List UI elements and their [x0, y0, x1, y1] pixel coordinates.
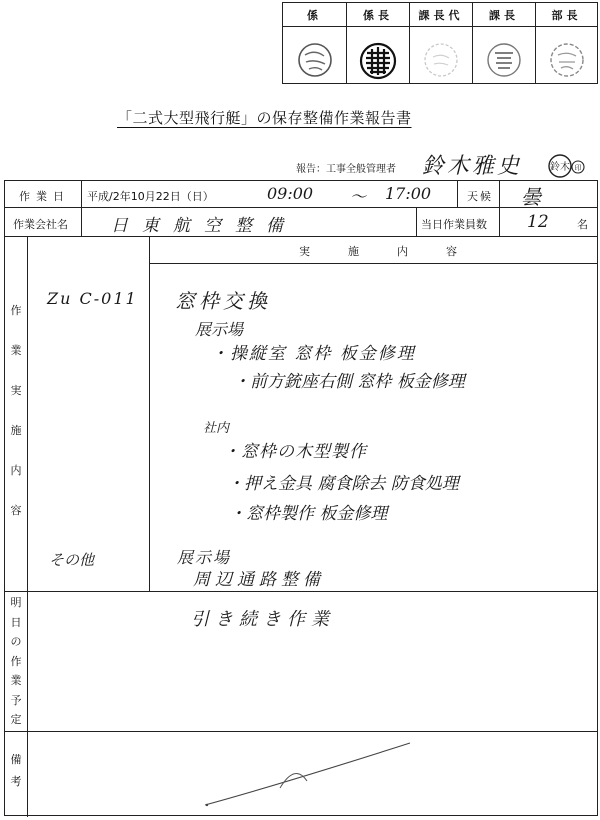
content-line: 社内: [203, 421, 230, 436]
content-line: 展示場: [195, 320, 244, 339]
remarks-strike-line: [195, 733, 425, 813]
remarks-side-label: [6, 749, 26, 793]
svg-text:印: 印: [574, 164, 582, 172]
content-line: ・窓枠の木型製作: [223, 442, 367, 462]
approval-label-kacho: 課長: [473, 3, 535, 27]
side-char: 実: [10, 384, 22, 397]
content-line: 窓枠交換: [175, 289, 271, 313]
svg-text:鈴木: 鈴木: [550, 162, 570, 173]
workers-value: 12: [527, 212, 549, 232]
approval-seal-bucho: [548, 41, 586, 83]
document-title: 「二式大型飛行艇」の保存整備作業報告書: [117, 109, 412, 127]
side-char: 定: [10, 713, 22, 726]
time-end: 17:00: [385, 184, 432, 203]
side-char: の: [10, 635, 22, 648]
side-char: 備: [10, 753, 22, 766]
side-char: 予: [10, 693, 22, 707]
side-char: 内: [10, 464, 22, 477]
content-line: ・操縦室 窓枠 板金修理: [211, 344, 416, 364]
tomorrow-plan-value: 引き続き作業: [191, 609, 335, 630]
content-line: ・前方銃座右側 窓枠 板金修理: [233, 372, 465, 392]
approval-label-kakari: 係: [283, 3, 346, 27]
approval-column-kakaricho: [346, 3, 409, 83]
approval-label-kachodai: 課長代: [410, 3, 472, 27]
content-line: ・窓枠製作 板金修理: [229, 504, 388, 524]
side-char: 明: [10, 596, 22, 609]
company-value: 日東航空整備: [111, 216, 297, 236]
side-char: 施: [10, 424, 22, 437]
item-code: Zu C-011: [47, 289, 138, 308]
company-label: 作業会社名: [13, 218, 68, 231]
reporter-signature: 鈴木雅史: [422, 154, 523, 179]
side-char: 作: [10, 654, 22, 668]
side-char: 作: [10, 304, 22, 317]
approval-label-bucho: 部長: [536, 3, 597, 27]
workers-unit: 名: [577, 218, 588, 231]
approval-column-kakari: [283, 3, 346, 83]
side-char: 業: [10, 344, 22, 357]
approval-seal-kachodai: [422, 41, 460, 83]
approval-stamp-table: [282, 2, 598, 84]
content-header: 実施内容: [299, 245, 495, 258]
time-separator: 〜: [350, 187, 367, 206]
weather-value: 曇: [521, 185, 541, 209]
work-date-label: 作業日: [19, 190, 70, 203]
report-form: [4, 180, 598, 816]
approval-seal-kacho: [485, 41, 523, 83]
approval-column-bucho: [535, 3, 597, 83]
time-start: 09:00: [267, 184, 314, 203]
approval-seal-kakaricho: [358, 41, 398, 85]
work-date-value: 平成/2年10月22日（日）: [87, 190, 214, 203]
tomorrow-side-label: [6, 593, 26, 730]
side-char: 容: [10, 504, 22, 517]
side-char: 考: [10, 775, 22, 788]
other-line: 周辺通路整備: [193, 570, 325, 590]
weather-label: 天候: [467, 190, 493, 203]
reporter-label: 報告：工事全般管理者: [296, 164, 396, 175]
approval-column-kachodai: [409, 3, 472, 83]
item-other: その他: [49, 551, 95, 569]
approval-label-kakaricho: 係長: [347, 3, 409, 27]
side-char: 日: [10, 615, 22, 629]
approval-seal-kakari: [296, 41, 334, 83]
content-line: ・押え金具 腐食除去 防食処理: [227, 474, 459, 494]
other-line: 展示場: [177, 548, 232, 567]
content-side-label: [6, 291, 26, 531]
approval-column-kacho: [472, 3, 535, 83]
workers-label: 当日作業員数: [421, 218, 487, 231]
side-char: 業: [10, 674, 22, 687]
